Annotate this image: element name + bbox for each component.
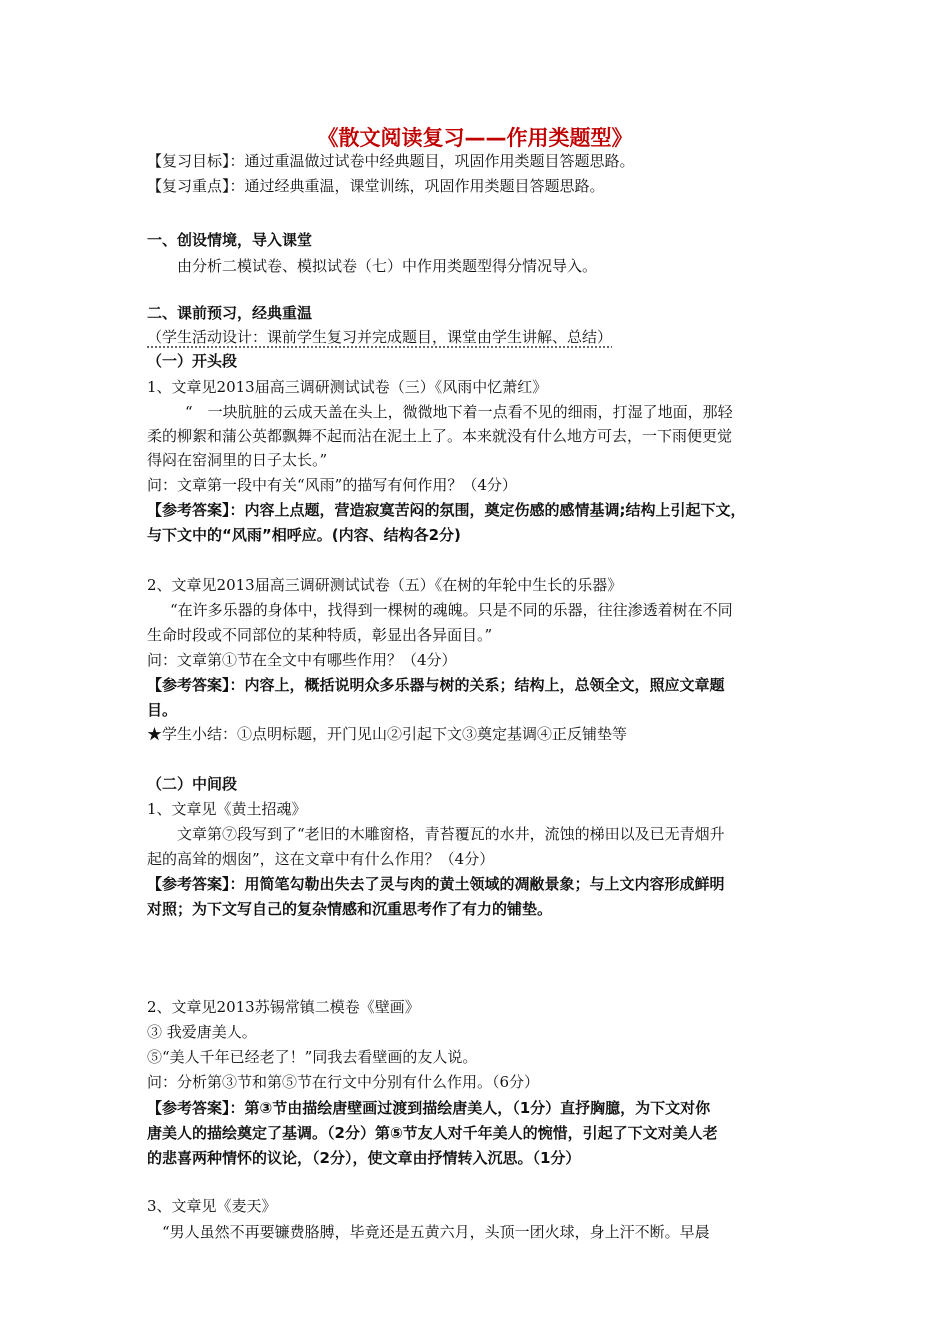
part2-q2-question: 问：分析第③节和第⑤节在行文中分别有什么作用。（6分） bbox=[147, 1073, 540, 1091]
part1-q1-question: 问：文章第一段中有关“风雨”的描写有何作用？（4分） bbox=[147, 476, 517, 494]
part1-q2-question: 问：文章第①节在全文中有哪些作用？（4分） bbox=[147, 651, 457, 669]
part2-q1-text-1: 文章第⑦段写到了“老旧的木雕窗格，青苔覆瓦的水井，流蚀的梯田以及已无青烟升 bbox=[177, 825, 725, 843]
section1-heading: 一、创设情境，导入课堂 bbox=[147, 231, 313, 249]
part2-q1-text-2: 起的高耸的烟囱”，这在文章中有什么作用？（4分） bbox=[147, 850, 495, 868]
part1-q1-answer-2: 与下文中的“风雨”相呼应。(内容、结构各2分) bbox=[147, 526, 461, 544]
part1-summary: ★学生小结：①点明标题，开门见山②引起下文③奠定基调④正反铺垫等 bbox=[147, 725, 628, 743]
part2-q2-line-1: ③ 我爱唐美人。 bbox=[147, 1023, 257, 1041]
part1-q2-source: 2、文章见2013届高三调研测试试卷（五）《在树的年轮中生长的乐器》 bbox=[147, 576, 623, 594]
part2-q1-answer-2: 对照；为下文写自己的复杂情感和沉重思考作了有力的铺垫。 bbox=[147, 900, 553, 918]
part2-q1-answer-1: 【参考答案】：用简笔勾勒出失去了灵与肉的黄土领域的凋敝景象；与上文内容形成鲜明 bbox=[147, 875, 725, 893]
part2-q2-answer-1: 【参考答案】：第③节由描绘唐壁画过渡到描绘唐美人，（1分）直抒胸臆，为下文对你 bbox=[147, 1099, 711, 1117]
review-focus: 【复习重点】：通过经典重温，课堂训练，巩固作用类题目答题思路。 bbox=[147, 177, 605, 195]
activity-design: （学生活动设计：课前学生复习并完成题目，课堂由学生讲解、总结） bbox=[147, 328, 613, 346]
part1-q2-answer-2: 目。 bbox=[147, 701, 178, 719]
part1-q1-source: 1、文章见2013届高三调研测试试卷（三）《风雨中忆萧红》 bbox=[147, 378, 548, 396]
part1-q2-quote-2: 生命时段或不同部位的某种特质，彰显出各异面目。” bbox=[147, 626, 493, 644]
part1-heading: （一）开头段 bbox=[147, 352, 238, 370]
page-title: 《散文阅读复习——作用类题型》 bbox=[317, 126, 633, 150]
part2-q2-answer-3: 的悲喜两种情怀的议论，（2分），使文章由抒情转入沉思。（1分） bbox=[147, 1149, 581, 1167]
part2-heading: （二）中间段 bbox=[147, 775, 238, 793]
part2-q3-quote-1: “男人虽然不再要镰费胳膊，毕竟还是五黄六月，头顶一团火球，身上汗不断。早晨 bbox=[162, 1223, 710, 1241]
part2-q1-source: 1、文章见《黄土招魂》 bbox=[147, 800, 307, 818]
part1-q1-quote-2: 柔的柳絮和蒲公英都飘舞不起而沾在泥土上了。本来就没有什么地方可去，一下雨便更觉 bbox=[147, 427, 733, 445]
part2-q2-line-2: ⑤“美人千年已经老了！”同我去看壁画的友人说。 bbox=[147, 1048, 478, 1066]
part1-q1-quote-1: “ 一块肮脏的云成天盖在头上，微微地下着一点看不见的细雨，打湿了地面，那轻 bbox=[185, 403, 733, 421]
section2-heading: 二、课前预习，经典重温 bbox=[147, 304, 313, 322]
part2-q2-answer-2: 唐美人的描绘奠定了基调。（2分）第⑤节友人对千年美人的惋惜，引起了下文对美人老 bbox=[147, 1124, 718, 1142]
part1-q2-quote-1: “在许多乐器的身体中，找得到一棵树的魂魄。只是不同的乐器，往往渗透着树在不同 bbox=[170, 601, 733, 619]
part1-q1-quote-3: 得闷在窑洞里的日子太长。” bbox=[147, 451, 328, 469]
part2-q3-source: 3、文章见《麦天》 bbox=[147, 1197, 277, 1215]
section1-text: 由分析二模试卷、模拟试卷（七）中作用类题型得分情况导入。 bbox=[177, 257, 598, 275]
part2-q2-source: 2、文章见2013苏锡常镇二模卷《壁画》 bbox=[147, 998, 420, 1016]
part1-q2-answer-1: 【参考答案】：内容上，概括说明众多乐器与树的关系；结构上，总领全文，照应文章题 bbox=[147, 676, 725, 694]
part1-q1-answer-1: 【参考答案】：内容上点题，营造寂寞苦闷的氛围，奠定伤感的感情基调;结构上引起下文， bbox=[147, 501, 746, 519]
review-goal: 【复习目标】：通过重温做过试卷中经典题目，巩固作用类题目答题思路。 bbox=[147, 152, 635, 170]
